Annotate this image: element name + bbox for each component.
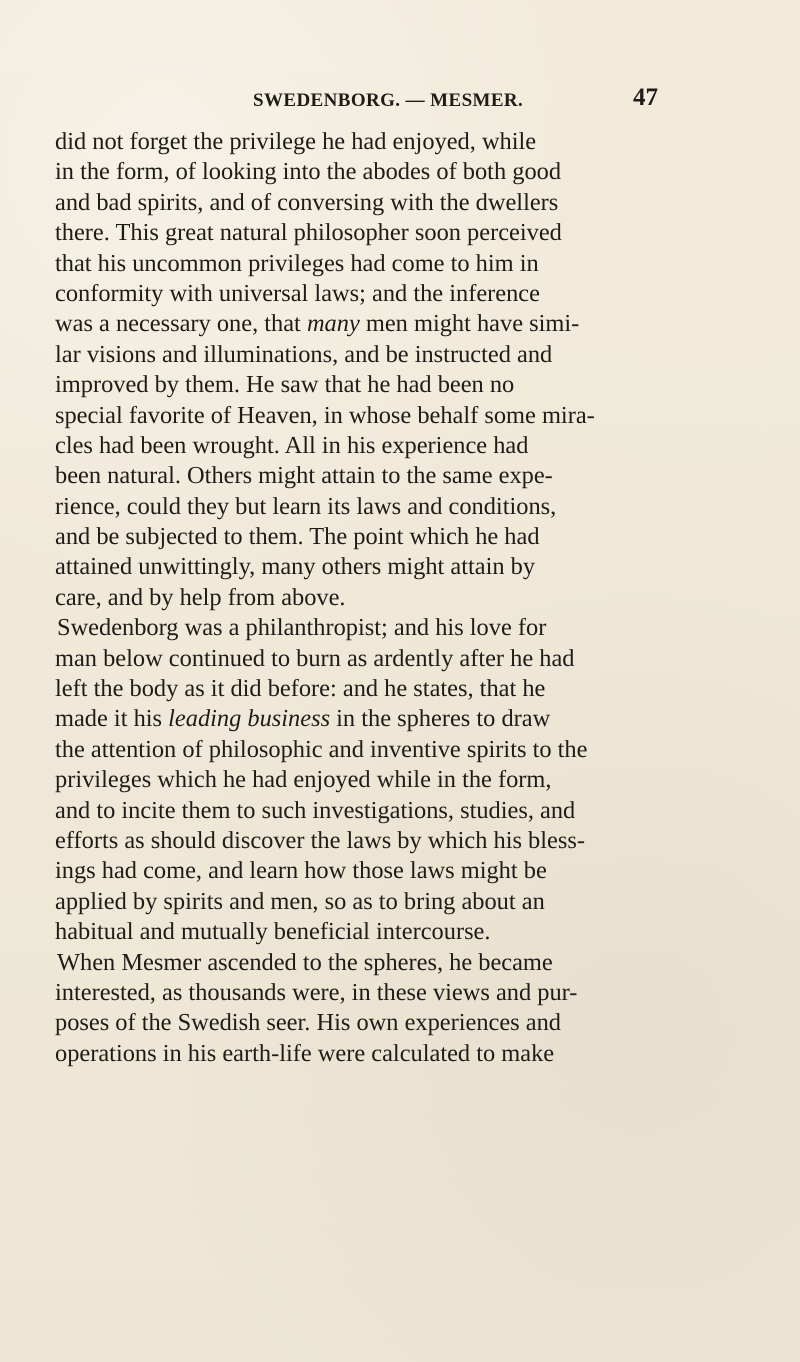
text-segment: left the body as it did before: and he states, that he: [55, 675, 546, 703]
text-line: [55, 613, 735, 643]
text-line: [55, 522, 735, 552]
text-segment: in the spheres to draw: [330, 705, 551, 733]
text-segment: improved by them. He saw that he had been no: [55, 371, 515, 399]
text-segment: made it his: [55, 705, 169, 733]
text-segment: was a necessary one, that: [55, 310, 307, 338]
body-text: [55, 127, 735, 1069]
running-head: SWEDENBORG. — MESMER.: [253, 90, 524, 111]
text-segment: that his uncommon privileges had come to him in: [55, 249, 539, 277]
page-number: 47: [633, 84, 658, 111]
text-line: [55, 583, 735, 613]
text-line: [55, 127, 735, 157]
page-header: [253, 84, 658, 118]
text-segment: there. This great natural philosopher soon perceived: [55, 219, 562, 247]
text-segment: man below continued to burn as ardently after he had: [55, 644, 575, 672]
text-segment: rience, could they but learn its laws and conditions,: [55, 492, 557, 520]
text-line: [55, 674, 735, 704]
text-line: [55, 856, 735, 886]
text-line: [55, 1008, 735, 1038]
text-line: [55, 948, 735, 978]
text-segment: attained unwittingly, many others might attain by: [55, 553, 536, 581]
text-line: [55, 340, 735, 370]
text-line: [55, 279, 735, 309]
text-segment: care, and by help from above.: [55, 583, 346, 611]
text-segment: in the form, of looking into the abodes of both good: [55, 158, 562, 186]
text-line: [55, 218, 735, 248]
text-segment: conformity with universal laws; and the inference: [55, 279, 540, 307]
text-line: [55, 492, 735, 522]
text-segment: men might have simi-: [359, 310, 580, 338]
text-line: [55, 796, 735, 826]
text-segment: and be subjected to them. The point which he had: [55, 523, 540, 551]
text-line: [55, 431, 735, 461]
text-segment: and to incite them to such investigations, studies, and: [55, 796, 576, 824]
text-line: [55, 461, 735, 491]
text-line: [55, 552, 735, 582]
text-segment: ings had come, and learn how those laws might be: [55, 857, 547, 885]
text-line: [55, 157, 735, 187]
text-segment: been natural. Others might attain to the same expe-: [55, 462, 553, 490]
text-segment: did not forget the privilege he had enjoyed, while: [55, 128, 537, 155]
text-line: [55, 1039, 735, 1069]
text-segment: lar visions and illuminations, and be instructed and: [55, 340, 553, 368]
text-line: [55, 644, 735, 674]
text-line: [55, 826, 735, 856]
text-line: [55, 401, 735, 431]
text-segment: cles had been wrought. All in his experience had: [55, 431, 529, 459]
text-line: [55, 370, 735, 400]
text-line: [55, 249, 735, 279]
text-line: [55, 765, 735, 795]
text-segment: poses of the Swedish seer. His own experiences and: [55, 1009, 561, 1037]
text-segment: efforts as should discover the laws by which his bless-: [55, 826, 585, 854]
text-line: [55, 917, 735, 947]
text-segment: When Mesmer ascended to the spheres, he became: [57, 948, 553, 976]
text-segment: special favorite of Heaven, in whose behalf some mira-: [55, 401, 595, 429]
text-line: [55, 704, 735, 734]
text-segment: operations in his earth-life were calculated to make: [55, 1039, 555, 1067]
text-segment: the attention of philosophic and inventive spirits to the: [55, 735, 588, 763]
text-segment: privileges which he had enjoyed while in the form,: [55, 766, 552, 794]
italic-text-segment: many: [306, 310, 360, 338]
text-segment: applied by spirits and men, so as to bring about an: [55, 887, 545, 915]
text-segment: and bad spirits, and of conversing with the dwellers: [55, 188, 559, 216]
text-line: [55, 309, 735, 339]
italic-text-segment: leading business: [168, 705, 331, 733]
text-line: [55, 735, 735, 765]
text-segment: Swedenborg was a philanthropist; and his love for: [57, 614, 547, 642]
text-line: [55, 978, 735, 1008]
text-segment: habitual and mutually beneficial intercourse.: [55, 918, 491, 946]
text-line: [55, 887, 735, 917]
text-line: [55, 188, 735, 218]
text-segment: interested, as thousands were, in these views and pur-: [55, 978, 578, 1006]
